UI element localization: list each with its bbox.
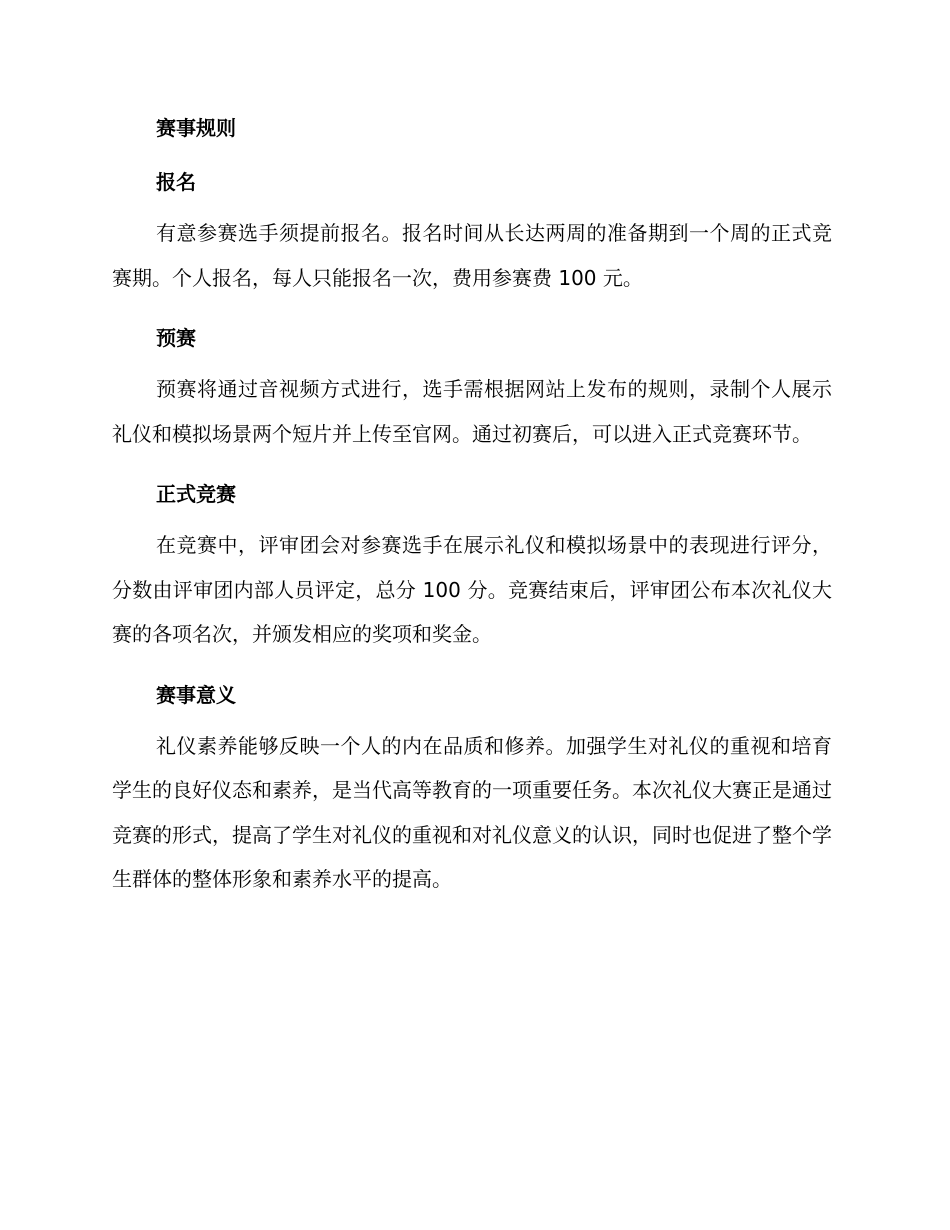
section-heading-official-competition: 正式竞赛 xyxy=(156,482,236,506)
section-paragraph-official-competition: 在竞赛中，评审团会对参赛选手在展示礼仪和模拟场景中的表现进行评分，分数由评审团内部人员评定，总分 100 分。竞赛结束后，评审团公布本次礼仪大赛的各项名次，并颁发相应的奖项和奖金。 xyxy=(112,533,832,646)
section-paragraph-preliminary: 预赛将通过音视频方式进行，选手需根据网站上发布的规则，录制个人展示礼仪和模拟场景两个短片并上传至官网。通过初赛后，可以进入正式竞赛环节。 xyxy=(112,377,832,446)
section-heading-registration: 报名 xyxy=(156,170,196,194)
section-paragraph-registration: 有意参赛选手须提前报名。报名时间从长达两周的准备期到一个周的正式竞赛期。个人报名，每人只能报名一次，费用参赛费 100 元。 xyxy=(112,221,832,290)
section-heading-rules: 赛事规则 xyxy=(156,116,236,140)
document-content xyxy=(112,112,832,902)
section-heading-preliminary: 预赛 xyxy=(156,326,196,350)
section-paragraph-significance: 礼仪素养能够反映一个人的内在品质和修养。加强学生对礼仪的重视和培育学生的良好仪态和素养，是当代高等教育的一项重要任务。本次礼仪大赛正是通过竞赛的形式，提高了学生对礼仪的重视和对礼仪意义的认识，同时也促进了整个学生群体的整体形象和素养水平的提高。 xyxy=(112,733,832,891)
section-heading-significance: 赛事意义 xyxy=(156,682,236,707)
